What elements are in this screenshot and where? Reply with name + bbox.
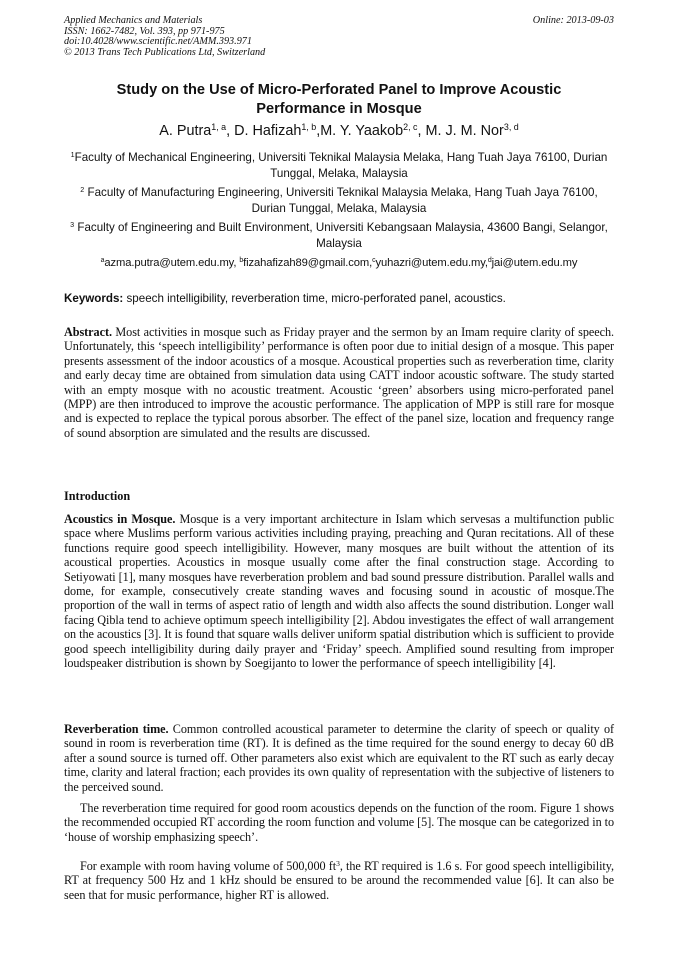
doi-line: doi:10.4028/www.scientific.net/AMM.393.971 [64,36,252,48]
abstract-text: Most activities in mosque such as Friday prayer and the sermon by an Imam require clarity of speech. Unfortunately, this ‘speech intelligibility’ performance is often poor due to initial design of a mosque. This paper presents assessment of the indoor acoustics of a mosque. Acoustical properties such as reverberation time, clarity and early decay time are obtained from simulation data using CATT indoor acoustic software. The study started with an empty mosque with no acoustic treatment. Acoustic ‘green’ absorbers using micro-perforated panel (MPP) are then introduced to improve the acoustic performance. The application of MPP is still rare for mosque and is expected to replace the typical porous absorber. The effect of the panel size, location and frequency range of sound absorption are simulated and the results are discussed. [64,325,614,440]
paragraph-reverberation-time [64,722,614,794]
email-address: fizahafizah89@gmail.com, [243,257,373,269]
journal-name: Applied Mechanics and Materials [64,15,203,26]
keywords-text: speech intelligibility, reverberation time, micro-perforated panel, acoustics. [123,292,506,305]
title-line-1: Study on the Use of Micro-Perforated Panel to Improve Acoustic [116,82,562,98]
paragraph-rt-example [64,859,614,902]
online-date: Online: 2013-09-03 [532,15,614,26]
section-heading-introduction: Introduction [64,489,131,503]
author-separator: , [226,123,235,139]
email-address: azma.putra@utem.edu.my, [104,257,240,269]
author-separator: , [417,123,426,139]
journal-header [64,16,265,58]
affiliation-number: 3 [70,220,75,230]
author-affil-sup: 3, d [503,122,519,133]
email-address: yuhazri@utem.edu.my, [375,257,488,269]
paragraph-text: , the RT required is 1.6 s. For good speech intelligibility, RT at frequency 500 Hz and 1 kHz should be ensured to be around the recommended value [6]. It can also be seen that for music performance, higher RT is allowed. [64,859,614,902]
author-list [64,122,614,140]
paragraph-rt-requirement: The reverberation time required for good room acoustics depends on the function of the room. Figure 1 shows the recommended occupied RT according the room function and volume [5]. The mosque can be categorized in to ‘house of worship emphasizing speech’. [64,801,614,844]
author-name: M. J. M. Nor [425,123,504,139]
email-sup: a [100,257,105,265]
author-name: A. Putra [159,123,212,139]
paragraph-text: For example with room having volume of 500,000 ft [80,859,337,873]
copyright-line: © 2013 Trans Tech Publications Ltd, Switzerland [64,46,266,58]
author-emails [64,256,614,271]
paragraph-text: Common controlled acoustical parameter to determine the clarity of speech or quality of sound in room is reverberation time (RT). It is defined as the time required for the sound energy to decay 60 dB after a sound source is turned off. Other parameters also exist which are equivalent to the RT such as early decay time, clarity and lateral fraction; each provides its own quality of representation with the subjective of listeners to the perceived sound. [64,722,615,794]
affiliation-text: Faculty of Engineering and Built Environment, Universiti Kebangsaan Malaysia, 43600 Bangi, Selangor, Malaysia [74,221,608,250]
author-name: M. Y. Yaakob [320,123,404,139]
keywords-label: Keywords: [64,292,124,305]
keywords [64,291,614,306]
abstract-label: Abstract. [64,325,112,339]
affiliation-number: 2 [80,185,85,195]
author-affil-sup: 1, a [211,122,227,133]
affiliation-number: 1 [70,150,75,160]
email-sup: c [372,257,376,265]
paragraph-acoustics-in-mosque [64,512,614,670]
title-line-2: Performance in Mosque [256,101,422,117]
author-affil-sup: 1, b [301,122,317,133]
paper-title [64,81,614,119]
author-name: D. Hafizah [234,123,302,139]
affiliation-3 [64,220,614,251]
unit-superscript: 3 [336,858,340,868]
paragraph-label: Reverberation time. [64,722,169,736]
email-sup: d [487,257,492,265]
author-separator: , [316,123,321,139]
affiliation-2 [64,185,614,216]
affiliation-1 [64,150,614,181]
paragraph-label: Acoustics in Mosque. [64,512,176,526]
email-address: jai@utem.edu.my [491,257,578,269]
email-sup: b [239,257,244,265]
affiliation-text: Faculty of Mechanical Engineering, Universiti Teknikal Malaysia Melaka, Hang Tuah Jaya 76100, Durian Tunggal, Melaka, Malaysia [74,151,608,180]
paragraph-text: Mosque is a very important architecture in Islam which servesas a multifunction public space where Muslims perform various activities including praying, preaching and Quran recitations. All of these functions require good speech intelligibility. However, many mosques are built without the attention of its acoustical properties. Acoustics in mosque usually come after the final construction stage. According to Setiyowati [1], many mosques have reverberation problem and bad sound pressure distribution. Parallel walls and dome, for example, consecutively create standing waves and focusing sound in acoustic of mosque.The proportion of the wall in terms of aspect ratio of length and width also affects the sound distribution. Longer wall facing Qibla tend to achieve optimum speech intelligibility [2]. Abdou investigates the effect of wall arrangement on the acoustics [3]. It is found that square walls deliver uniform spatial distribution which is sufficient to provide good speech intelligibility during daily prayer and ‘Friday’ speech. Amplified sound resulting from improper loudspeaker distribution is shown by Soegijanto to lower the performance of speech intelligibility [4]. [64,512,614,671]
affiliation-text: Faculty of Manufacturing Engineering, Universiti Teknikal Malaysia Melaka, Hang Tuah Jaya 76100, Durian Tunggal, Melaka, Malaysia [84,186,598,215]
author-affil-sup: 2, c [403,122,418,133]
issn-line: ISSN: 1662-7482, Vol. 393, pp 971-975 [64,25,225,37]
abstract [64,325,614,440]
